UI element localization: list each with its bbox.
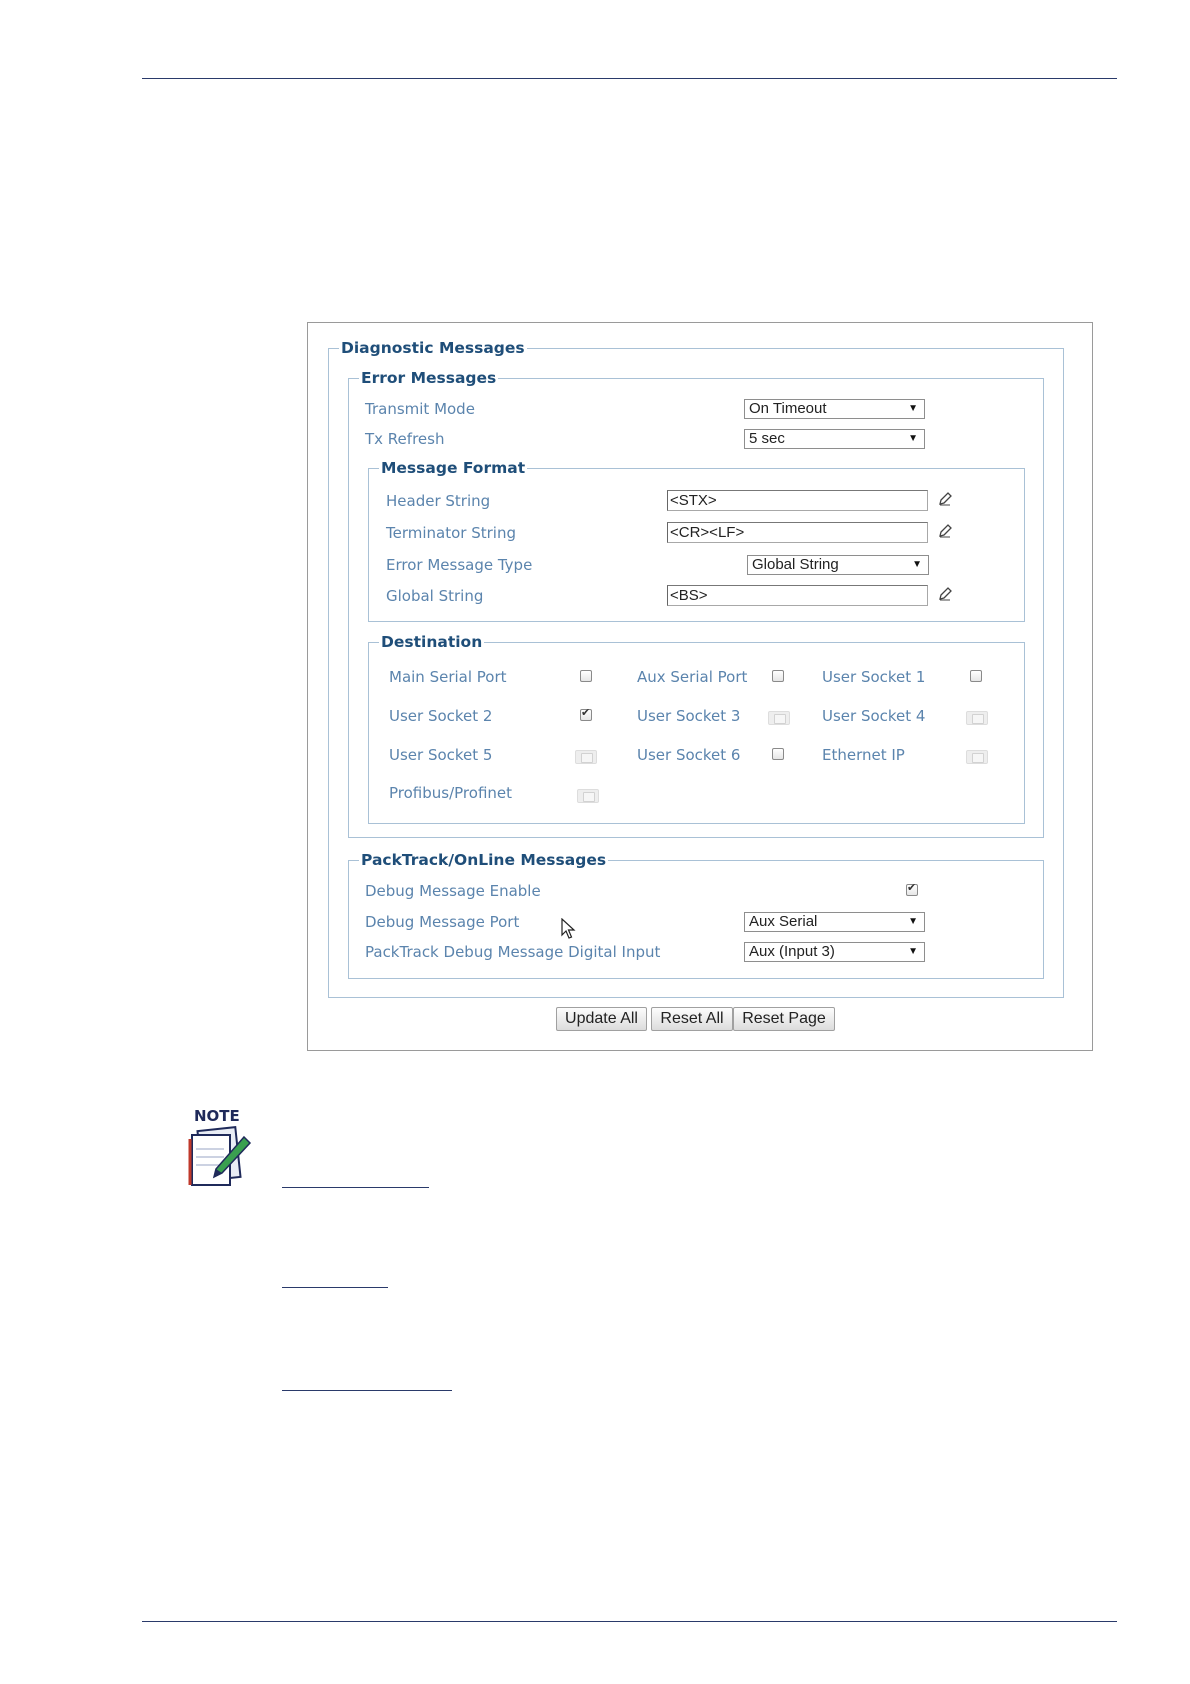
dropdown-arrow-icon: ▼ xyxy=(912,559,922,570)
user-socket-5-checkbox xyxy=(575,750,597,764)
main-serial-port-checkbox[interactable] xyxy=(580,670,592,682)
footer-rule xyxy=(142,1621,1117,1622)
debug-message-enable-label: Debug Message Enable xyxy=(365,882,541,900)
reset-page-button[interactable]: Reset Page xyxy=(733,1007,835,1031)
mouse-cursor-icon xyxy=(561,918,577,940)
packtrack-debug-input-label: PackTrack Debug Message Digital Input xyxy=(365,943,661,961)
transmit-mode-value: On Timeout xyxy=(749,400,827,417)
global-string-input[interactable]: <BS> xyxy=(667,585,928,606)
destination-label-user-socket-6: User Socket 6 xyxy=(637,746,741,764)
destination-label-user-socket-3: User Socket 3 xyxy=(637,707,741,725)
dropdown-arrow-icon: ▼ xyxy=(908,403,918,414)
error-messages-title: Error Messages xyxy=(361,369,497,387)
error-message-type-value: Global String xyxy=(752,556,839,573)
user-socket-4-checkbox xyxy=(966,711,988,725)
user-socket-1-checkbox[interactable] xyxy=(970,670,982,682)
destination-label-ethernet-ip: Ethernet IP xyxy=(822,746,905,764)
header-rule xyxy=(142,78,1117,79)
aux-serial-port-checkbox[interactable] xyxy=(772,670,784,682)
transmit-mode-select[interactable] xyxy=(744,399,925,419)
destination-label-profibus-profinet: Profibus/Profinet xyxy=(389,784,513,802)
destination-label-aux-serial-port: Aux Serial Port xyxy=(637,668,748,686)
debug-message-port-value: Aux Serial xyxy=(749,913,818,930)
destination-label-user-socket-1: User Socket 1 xyxy=(822,668,926,686)
destination-label-user-socket-5: User Socket 5 xyxy=(389,746,493,764)
terminator-string-label: Terminator String xyxy=(386,524,516,542)
header-string-label: Header String xyxy=(386,492,491,510)
tx-refresh-label: Tx Refresh xyxy=(365,430,445,448)
packtrack-title: PackTrack/OnLine Messages xyxy=(361,851,607,869)
destination-label-user-socket-4: User Socket 4 xyxy=(822,707,926,725)
reset-all-button[interactable]: Reset All xyxy=(651,1007,733,1031)
terminator-string-input[interactable]: <CR><LF> xyxy=(667,522,928,543)
debug-message-port-select[interactable] xyxy=(744,912,925,932)
link-underline xyxy=(282,1390,452,1391)
user-socket-6-checkbox[interactable] xyxy=(772,748,784,760)
dropdown-arrow-icon: ▼ xyxy=(908,433,918,444)
diagnostic-messages-title: Diagnostic Messages xyxy=(341,339,525,357)
edit-pencil-icon[interactable] xyxy=(937,586,953,602)
edit-pencil-icon[interactable] xyxy=(937,523,953,539)
packtrack-debug-input-value: Aux (Input 3) xyxy=(749,943,835,960)
link-underline xyxy=(282,1287,388,1288)
global-string-label: Global String xyxy=(386,587,484,605)
note-icon-label: NOTE xyxy=(194,1107,240,1125)
update-all-button[interactable]: Update All xyxy=(556,1007,647,1031)
packtrack-debug-input-select[interactable] xyxy=(744,942,925,962)
error-message-type-select[interactable] xyxy=(747,555,929,575)
header-string-input[interactable]: <STX> xyxy=(667,490,928,511)
message-format-title: Message Format xyxy=(381,459,526,477)
error-message-type-label: Error Message Type xyxy=(386,556,533,574)
dropdown-arrow-icon: ▼ xyxy=(908,916,918,927)
debug-message-enable-checkbox[interactable] xyxy=(906,884,918,896)
user-socket-3-checkbox xyxy=(768,711,790,725)
edit-pencil-icon[interactable] xyxy=(937,491,953,507)
tx-refresh-select[interactable] xyxy=(744,429,925,449)
destination-title: Destination xyxy=(381,633,483,651)
tx-refresh-value: 5 sec xyxy=(749,430,785,447)
profibus-profinet-checkbox xyxy=(577,789,599,803)
destination-label-user-socket-2: User Socket 2 xyxy=(389,707,493,725)
note-icon xyxy=(184,1107,256,1189)
transmit-mode-label: Transmit Mode xyxy=(365,400,475,418)
link-underline xyxy=(282,1187,429,1188)
debug-message-port-label: Debug Message Port xyxy=(365,913,520,931)
dropdown-arrow-icon: ▼ xyxy=(908,946,918,957)
destination-label-main-serial-port: Main Serial Port xyxy=(389,668,507,686)
user-socket-2-checkbox[interactable] xyxy=(580,709,592,721)
ethernet-ip-checkbox xyxy=(966,750,988,764)
